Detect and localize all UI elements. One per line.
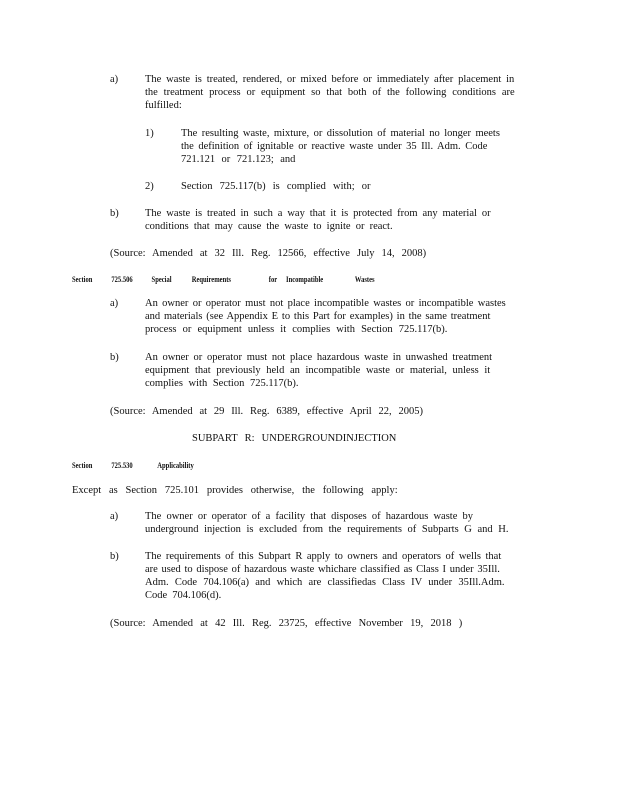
source-note: (Source: Amended at 32 Ill. Reg. 12566, effective July 14, 2008) bbox=[110, 248, 427, 259]
paragraph-line: the treatment process or equipment so that both of the following conditions are bbox=[145, 87, 515, 98]
source-note: (Source: Amended at 42 Ill. Reg. 23725, effective November 19, 2018 ) bbox=[110, 618, 463, 629]
source-note: (Source: Amended at 29 Ill. Reg. 6389, effective April 22, 2005) bbox=[110, 406, 423, 417]
item-label-1: 1) bbox=[145, 128, 154, 139]
section-number: 725.506 bbox=[111, 275, 133, 284]
paragraph-line: An owner or operator must not place incompatible wastes or incompatible wastes bbox=[145, 298, 506, 309]
paragraph-line: are used to dispose of hazardous waste whichare classified as Class I under 35Ill. bbox=[145, 564, 500, 575]
paragraph-line: The requirements of this Subpart R apply to owners and operators of wells that bbox=[145, 551, 502, 562]
section-word: Section bbox=[72, 461, 93, 470]
paragraph-line: The resulting waste, mixture, or dissolution of material no longer meets bbox=[181, 128, 500, 139]
section-title-word: Requirements bbox=[191, 275, 231, 284]
paragraph-line: Code 704.106(d). bbox=[145, 590, 222, 601]
section-title-word: Wastes bbox=[354, 275, 375, 284]
paragraph-line: Adm. Code 704.106(a) and which are classifiedas Class IV under 35Ill.Adm. bbox=[145, 577, 505, 588]
paragraph-line: equipment that previously held an incompatible waste or material, unless it bbox=[145, 365, 491, 376]
subpart-heading: SUBPART R: UNDERGROUNDINJECTION bbox=[192, 433, 397, 444]
item-label-a: a) bbox=[110, 298, 119, 309]
section-word: Section bbox=[72, 275, 93, 284]
section-title: Applicability bbox=[157, 461, 194, 470]
item-label-2: 2) bbox=[145, 181, 154, 192]
item-label-a: a) bbox=[110, 511, 119, 522]
paragraph-line: conditions that may cause the waste to ignite or react. bbox=[145, 221, 393, 232]
paragraph-line: The owner or operator of a facility that disposes of hazardous waste by bbox=[145, 511, 473, 522]
section-title-word: Special bbox=[151, 275, 172, 284]
section-title-word: Incompatible bbox=[286, 275, 324, 284]
paragraph-line: the definition of ignitable or reactive waste under 35 Ill. Adm. Code bbox=[181, 141, 488, 152]
paragraph-line: The waste is treated, rendered, or mixed before or immediately after placement in bbox=[145, 74, 515, 85]
paragraph-line: underground injection is excluded from the requirements of Subparts G and H. bbox=[145, 524, 509, 535]
item-label-a: a) bbox=[110, 74, 119, 85]
section-title-word: for bbox=[268, 275, 278, 284]
paragraph-line: The waste is treated in such a way that it is protected from any material or bbox=[145, 208, 491, 219]
paragraph-line: An owner or operator must not place hazardous waste in unwashed treatment bbox=[145, 352, 493, 363]
paragraph-line: process or equipment unless it complies with Section 725.117(b). bbox=[145, 324, 448, 335]
paragraph-line: complies with Section 725.117(b). bbox=[145, 378, 299, 389]
paragraph-line: Section 725.117(b) is complied with; or bbox=[181, 181, 371, 192]
paragraph-line: and materials (see Appendix E to this Part for examples) in the same treatment bbox=[145, 311, 491, 322]
paragraph-line: 721.121 or 721.123; and bbox=[181, 154, 296, 165]
item-label-b: b) bbox=[110, 208, 119, 219]
paragraph-line: fulfilled: bbox=[145, 100, 182, 111]
item-label-b: b) bbox=[110, 352, 119, 363]
item-label-b: b) bbox=[110, 551, 119, 562]
intro-sentence: Except as Section 725.101 provides otherwise, the following apply: bbox=[72, 485, 398, 496]
section-number: 725.530 bbox=[111, 461, 133, 470]
